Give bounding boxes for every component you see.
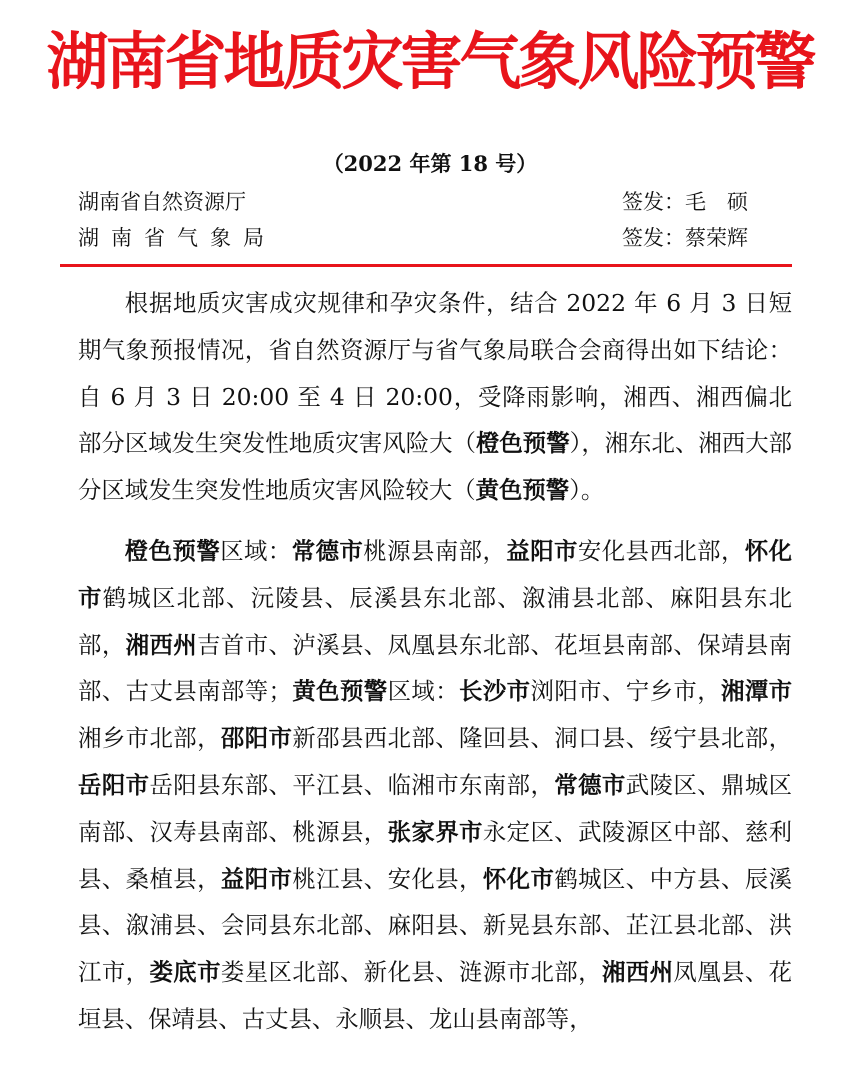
city-name: 常德市 <box>291 536 364 565</box>
city-name: 湘西州 <box>125 630 198 659</box>
city-name: 怀化市 <box>482 864 555 893</box>
text: ），湘东北、湘西大部分区域发生突发性地质灾害风险较大（ <box>78 429 792 505</box>
city-name: 益阳市 <box>220 864 293 893</box>
text: 区域： <box>220 536 292 565</box>
conclusion-paragraph <box>78 280 792 514</box>
region-list: 安化县西北部， <box>577 536 745 565</box>
issue-number: （2022 年第 18 号） <box>322 151 538 176</box>
region-list: 湘乡市北部， <box>78 724 221 753</box>
region-list: 浏阳市、宁乡市， <box>530 677 722 706</box>
text: 区域： <box>387 677 460 706</box>
signer-2: 签发：蔡荣辉 <box>622 226 748 250</box>
city-name: 益阳市 <box>506 536 578 565</box>
orange-warning-label: 橙色预警 <box>475 429 570 458</box>
city-name: 长沙市 <box>459 677 531 706</box>
red-divider-rule <box>60 264 792 267</box>
region-list: 武陵区、鼎城区南部、汉寿县南部、桃源县， <box>78 770 793 846</box>
city-name: 湘西州 <box>601 958 674 987</box>
region-list: 新邵县西北部、隆回县、洞口县、绥宁县北部， <box>292 724 793 753</box>
issuing-agency-natural-resources: 湖南省自然资源厅 <box>78 190 246 214</box>
city-name: 怀化市 <box>78 536 793 612</box>
city-name: 娄底市 <box>149 958 221 987</box>
city-name: 邵阳市 <box>220 724 293 753</box>
region-list: 桃江县、安化县， <box>292 864 483 893</box>
signer-1: 签发：毛 硕 <box>622 190 748 214</box>
text: 根据地质灾害成灾规律和孕灾条件，结合 2022 年 6 月 3 日短期气象预报情况，省自然资源厅与省气象局联合会商得出如下结论：自 6 月 3 日 20:00 至 4 日 20:00，受降雨影响，湘西、湘西偏北部分区域发生突发性地质灾害风险大（ <box>78 289 792 458</box>
region-list: 桃源县南部， <box>363 536 507 565</box>
orange-warning-heading: 橙色预警 <box>124 536 221 565</box>
yellow-warning-label: 黄色预警 <box>475 476 570 505</box>
city-name: 岳阳市 <box>78 770 150 799</box>
region-list: 娄星区北部、新化县、涟源市北部， <box>220 958 602 987</box>
document-body <box>78 280 792 1043</box>
city-name: 张家界市 <box>387 817 483 846</box>
document-title: 湖南省地质灾害气象风险预警 <box>46 25 814 98</box>
region-list: 吉首市、泸溪县、凤凰县东北部、花垣县南部、保靖县南部、古丈县南部等； <box>78 630 793 706</box>
region-list: 凤凰县、花垣县、保靖县、古丈县、永顺县、龙山县南部等， <box>78 958 793 1033</box>
region-list: 永定区、武陵源区中部、慈利县、桑植县， <box>78 817 793 893</box>
region-list: 鹤城区、中方县、辰溪县、溆浦县、会同县东北部、麻阳县、新晃县东部、芷江县北部、洪江市， <box>78 864 793 987</box>
text: ）。 <box>569 476 605 505</box>
city-name: 常德市 <box>554 770 626 799</box>
yellow-warning-heading: 黄色预警 <box>291 677 388 706</box>
city-name: 湘潭市 <box>721 677 793 706</box>
warning-regions-paragraph <box>78 528 792 1043</box>
region-list: 岳阳县东部、平江县、临湘市东南部， <box>149 770 555 799</box>
region-list: 鹤城区北部、沅陵县、辰溪县东北部、溆浦县北部、麻阳县东北部， <box>78 583 793 659</box>
issuing-agency-meteorological: 湖南省气象局 <box>78 226 276 250</box>
